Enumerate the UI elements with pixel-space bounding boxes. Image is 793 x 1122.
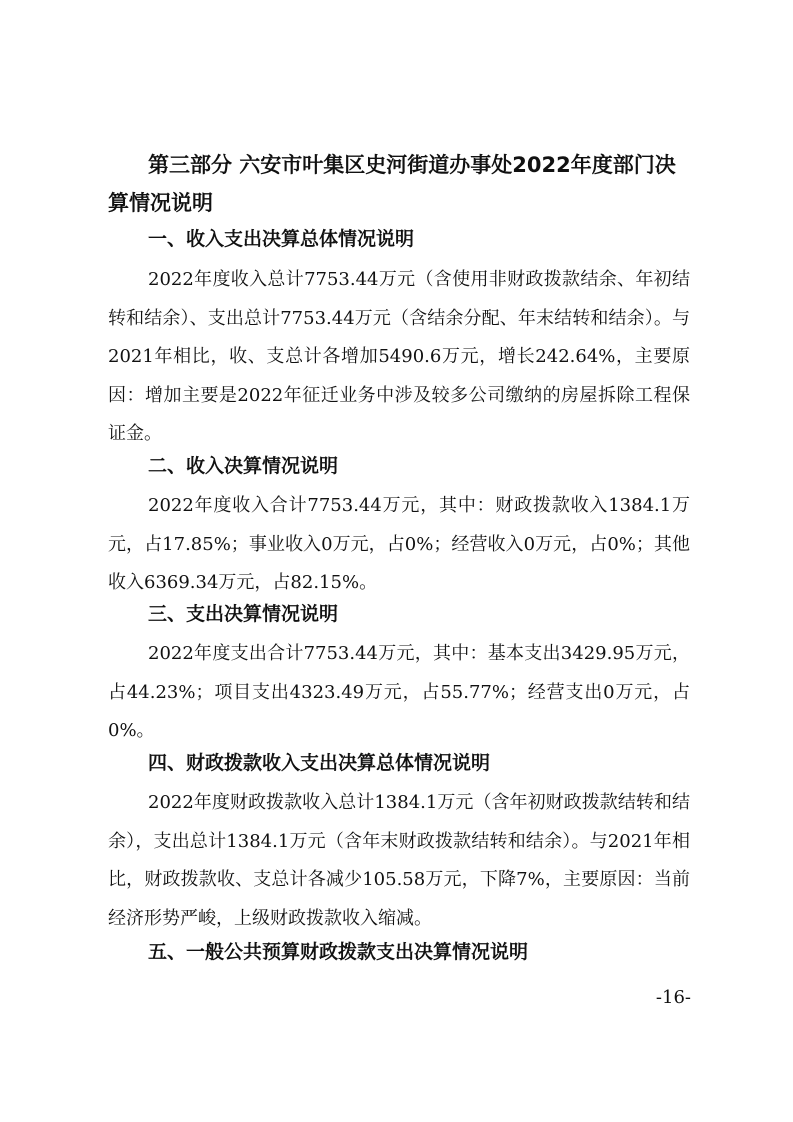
section-heading-5: 五、一般公共预算财政拨款支出决算情况说明 — [148, 941, 529, 963]
page-number: -16- — [655, 987, 691, 1008]
section-body-2: 2022年度收入合计7753.44万元，其中：财政拨款收入1384.1万元，占17.85%；事业收入0万元，占0%；经营收入0万元，占0%；其他收入6369.34万元，占82.15%。 — [108, 495, 690, 593]
section-body-1: 2022年度收入总计7753.44万元（含使用非财政拨款结余、年初结转和结余）、支出总计7753.44万元（含结余分配、年末结转和结余）。与2021年相比，收、支总计各增加5490.6万元，增长242.64%，主要原因：增加主要是2022年征迁业务中涉及较多公司缴纳的房屋拆除工程保证金。 — [108, 269, 690, 444]
section-body-3: 2022年度支出合计7753.44万元，其中：基本支出3429.95万元，占44.23%；项目支出4323.49万元，占55.77%；经营支出0万元，占0%。 — [108, 643, 690, 741]
section-heading-4: 四、财政拨款收入支出决算总体情况说明 — [148, 752, 491, 774]
document-title: 第三部分 六安市叶集区史河街道办事处2022年度部门决算情况说明 — [108, 153, 676, 215]
section-heading-3: 三、支出决算情况说明 — [148, 603, 339, 625]
section-heading-2: 二、收入决算情况说明 — [148, 455, 339, 477]
section-body-4: 2022年度财政拨款收入总计1384.1万元（含年初财政拨款结转和结余），支出总计1384.1万元（含年末财政拨款结转和结余）。与2021年相比，财政拨款收、支总计各减少105.58万元，下降7%，主要原因：当前经济形势严峻，上级财政拨款收入缩减。 — [108, 792, 690, 929]
section-heading-1: 一、收入支出决算总体情况说明 — [148, 228, 415, 250]
